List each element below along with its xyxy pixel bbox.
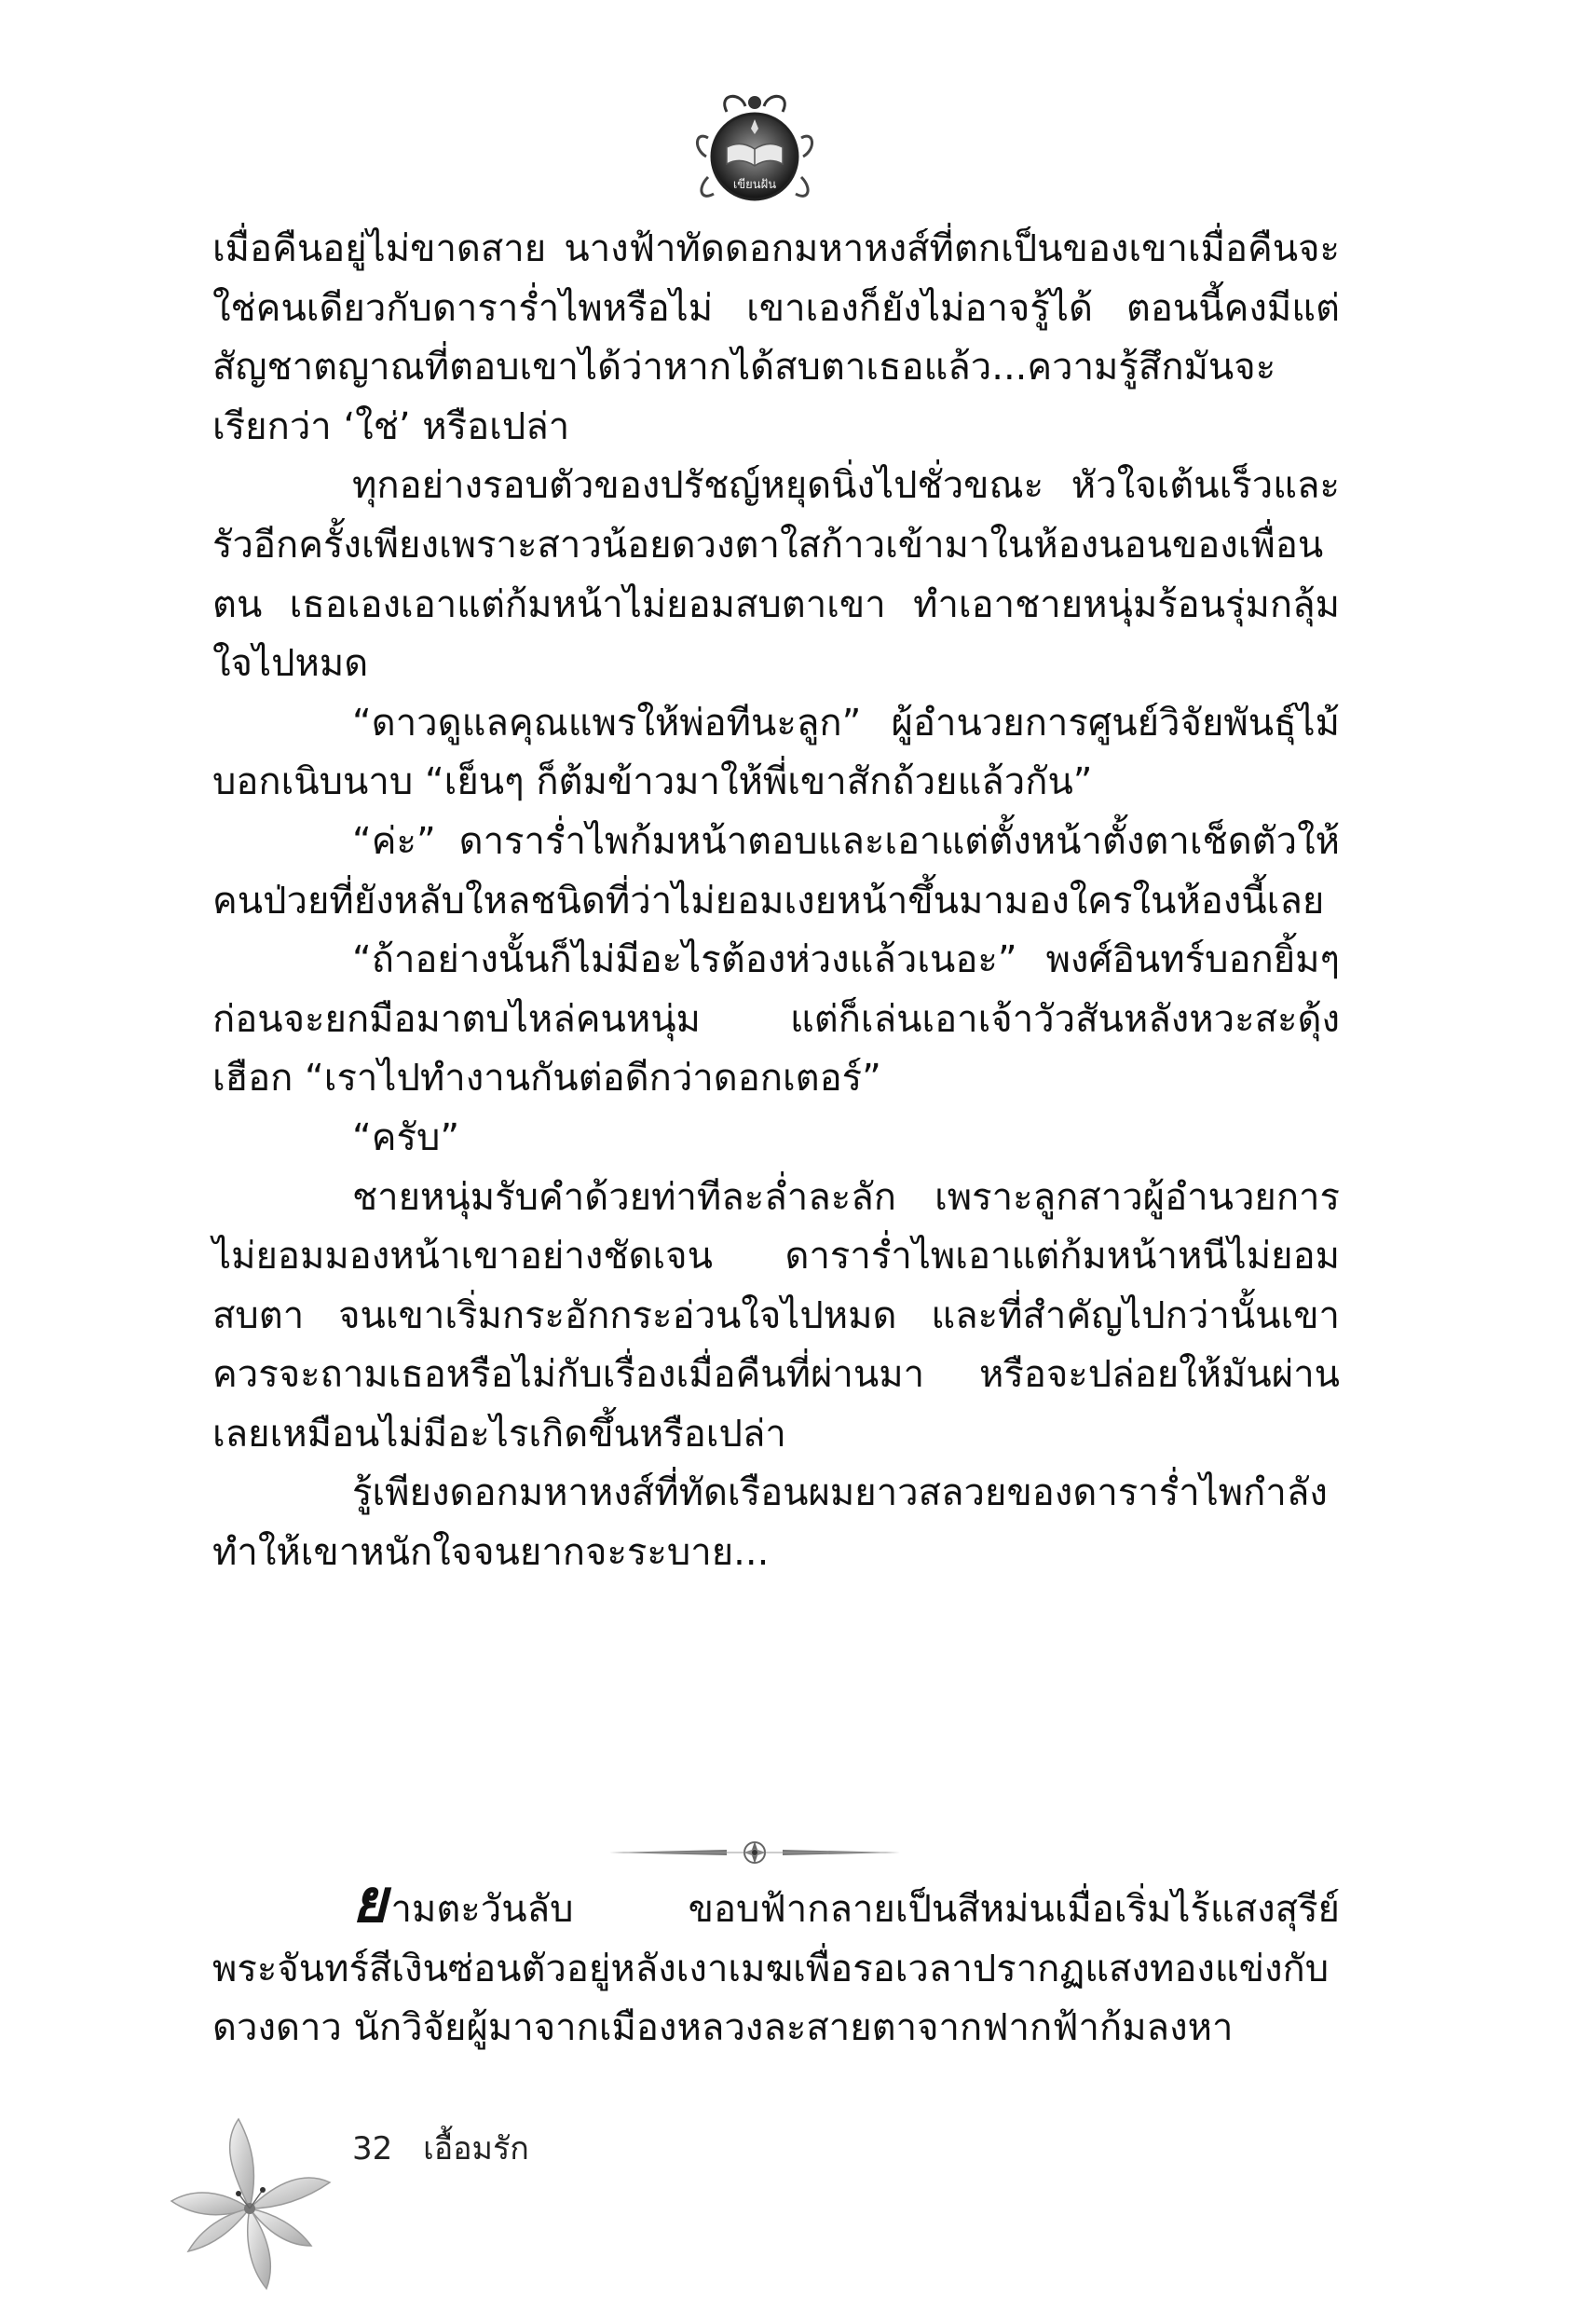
- section-two-text: [212, 1867, 1340, 2058]
- paragraph: เมื่อคืนอยู่ไม่ขาดสาย นางฟ้าทัดดอกมหาหงส์ที่ตกเป็นของเขาเมื่อคืนจะใช่คนเดียวกับดาราร่ำไพหรือไม่ เขาเองก็ยังไม่อาจรู้ได้ ตอนนี้คงมีแต่สัญชาตญาณที่ตอบเขาได้ว่าหากได้สบตาเธอแล้ว...ความรู้สึกมันจะเรียกว่า ‘ใช่’ หรือเปล่า: [212, 227, 1340, 448]
- lily-flower-icon: [166, 2115, 334, 2292]
- paragraph: “ครับ”: [352, 1115, 460, 1159]
- section-two-paragraph: ามตะวันลับ ขอบฟ้ากลายเป็นสีหม่นเมื่อเริ่มไร้แสงสุรีย์ พระจันทร์สีเงินซ่อนตัวอยู่หลังเงาเมฆเพื่อรอเวลาปรากฏแสงทองแข่งกับดวงดาว นักวิจัยผู้มาจากเมืองหลวงละสายตาจากฟากฟ้าก้มลงหา: [212, 1888, 1340, 2050]
- page-footer: [352, 2123, 529, 2173]
- paragraph: ชายหนุ่มรับคำด้วยท่าทีละล่ำละลัก เพราะลูกสาวผู้อำนวยการไม่ยอมมองหน้าเขาอย่างชัดเจน ดาราร่ำไพเอาแต่ก้มหน้าหนีไม่ยอมสบตา จนเขาเริ่มกระอักกระอ่วนใจไปหมด และที่สำคัญไปกว่านั้นเขาควรจะถามเธอหรือไม่กับเรื่องเมื่อคืนที่ผ่านมา หรือจะปล่อยให้มันผ่านเลยเหมือนไม่มีอะไรเกิดขึ้นหรือเปล่า: [212, 1175, 1340, 1456]
- ornamental-divider-icon: [606, 1838, 904, 1867]
- open-book-emblem-icon: [689, 84, 820, 214]
- paragraph: “ค่ะ” ดาราร่ำไพก้มหน้าตอบและเอาแต่ตั้งหน้าตั้งตาเช็ดตัวให้คนป่วยที่ยังหลับใหลชนิดที่ว่าไม่ยอมเงยหน้าขึ้นมามองใครในห้องนี้เลย: [212, 819, 1340, 923]
- paragraph: รู้เพียงดอกมหาหงส์ที่ทัดเรือนผมยาวสลวยของดาราร่ำไพกำลังทำให้เขาหนักใจจนยากจะระบาย...: [212, 1471, 1328, 1575]
- paragraph: “ถ้าอย่างนั้นก็ไม่มีอะไรต้องห่วงแล้วเนอะ” พงศ์อินทร์บอกยิ้มๆ ก่อนจะยกมือมาตบไหล่คนหนุ่ม แต่ก็เล่นเอาเจ้าวัวสันหลังหวะสะดุ้งเฮือก “เราไปทำงานกันต่อดีกว่าดอกเตอร์”: [212, 938, 1340, 1101]
- paragraph: “ดาวดูแลคุณแพรให้พ่อทีนะลูก” ผู้อำนวยการศูนย์วิจัยพันธุ์ไม้บอกเนิบนาบ “เย็นๆ ก็ต้มข้าวมาให้พี่เขาสักถ้วยแล้วกัน”: [212, 701, 1340, 804]
- page-number: 32: [352, 2130, 393, 2167]
- dropcap-letter: ย: [352, 1867, 388, 1936]
- book-title: เอื้อมรัก: [423, 2130, 529, 2167]
- logo-text: เขียนฝัน: [732, 178, 777, 192]
- body-text: [212, 220, 1340, 1583]
- paragraph: ทุกอย่างรอบตัวของปรัชญ์หยุดนิ่งไปชั่วขณะ หัวใจเต้นเร็วและรัวอีกครั้งเพียงเพราะสาวน้อยดวงตาใสก้าวเข้ามาในห้องนอนของเพื่อนตน เธอเองเอาแต่ก้มหน้าไม่ยอมสบตาเขา ทำเอาชายหนุ่มร้อนรุ่มกลุ้มใจไปหมด: [212, 464, 1340, 686]
